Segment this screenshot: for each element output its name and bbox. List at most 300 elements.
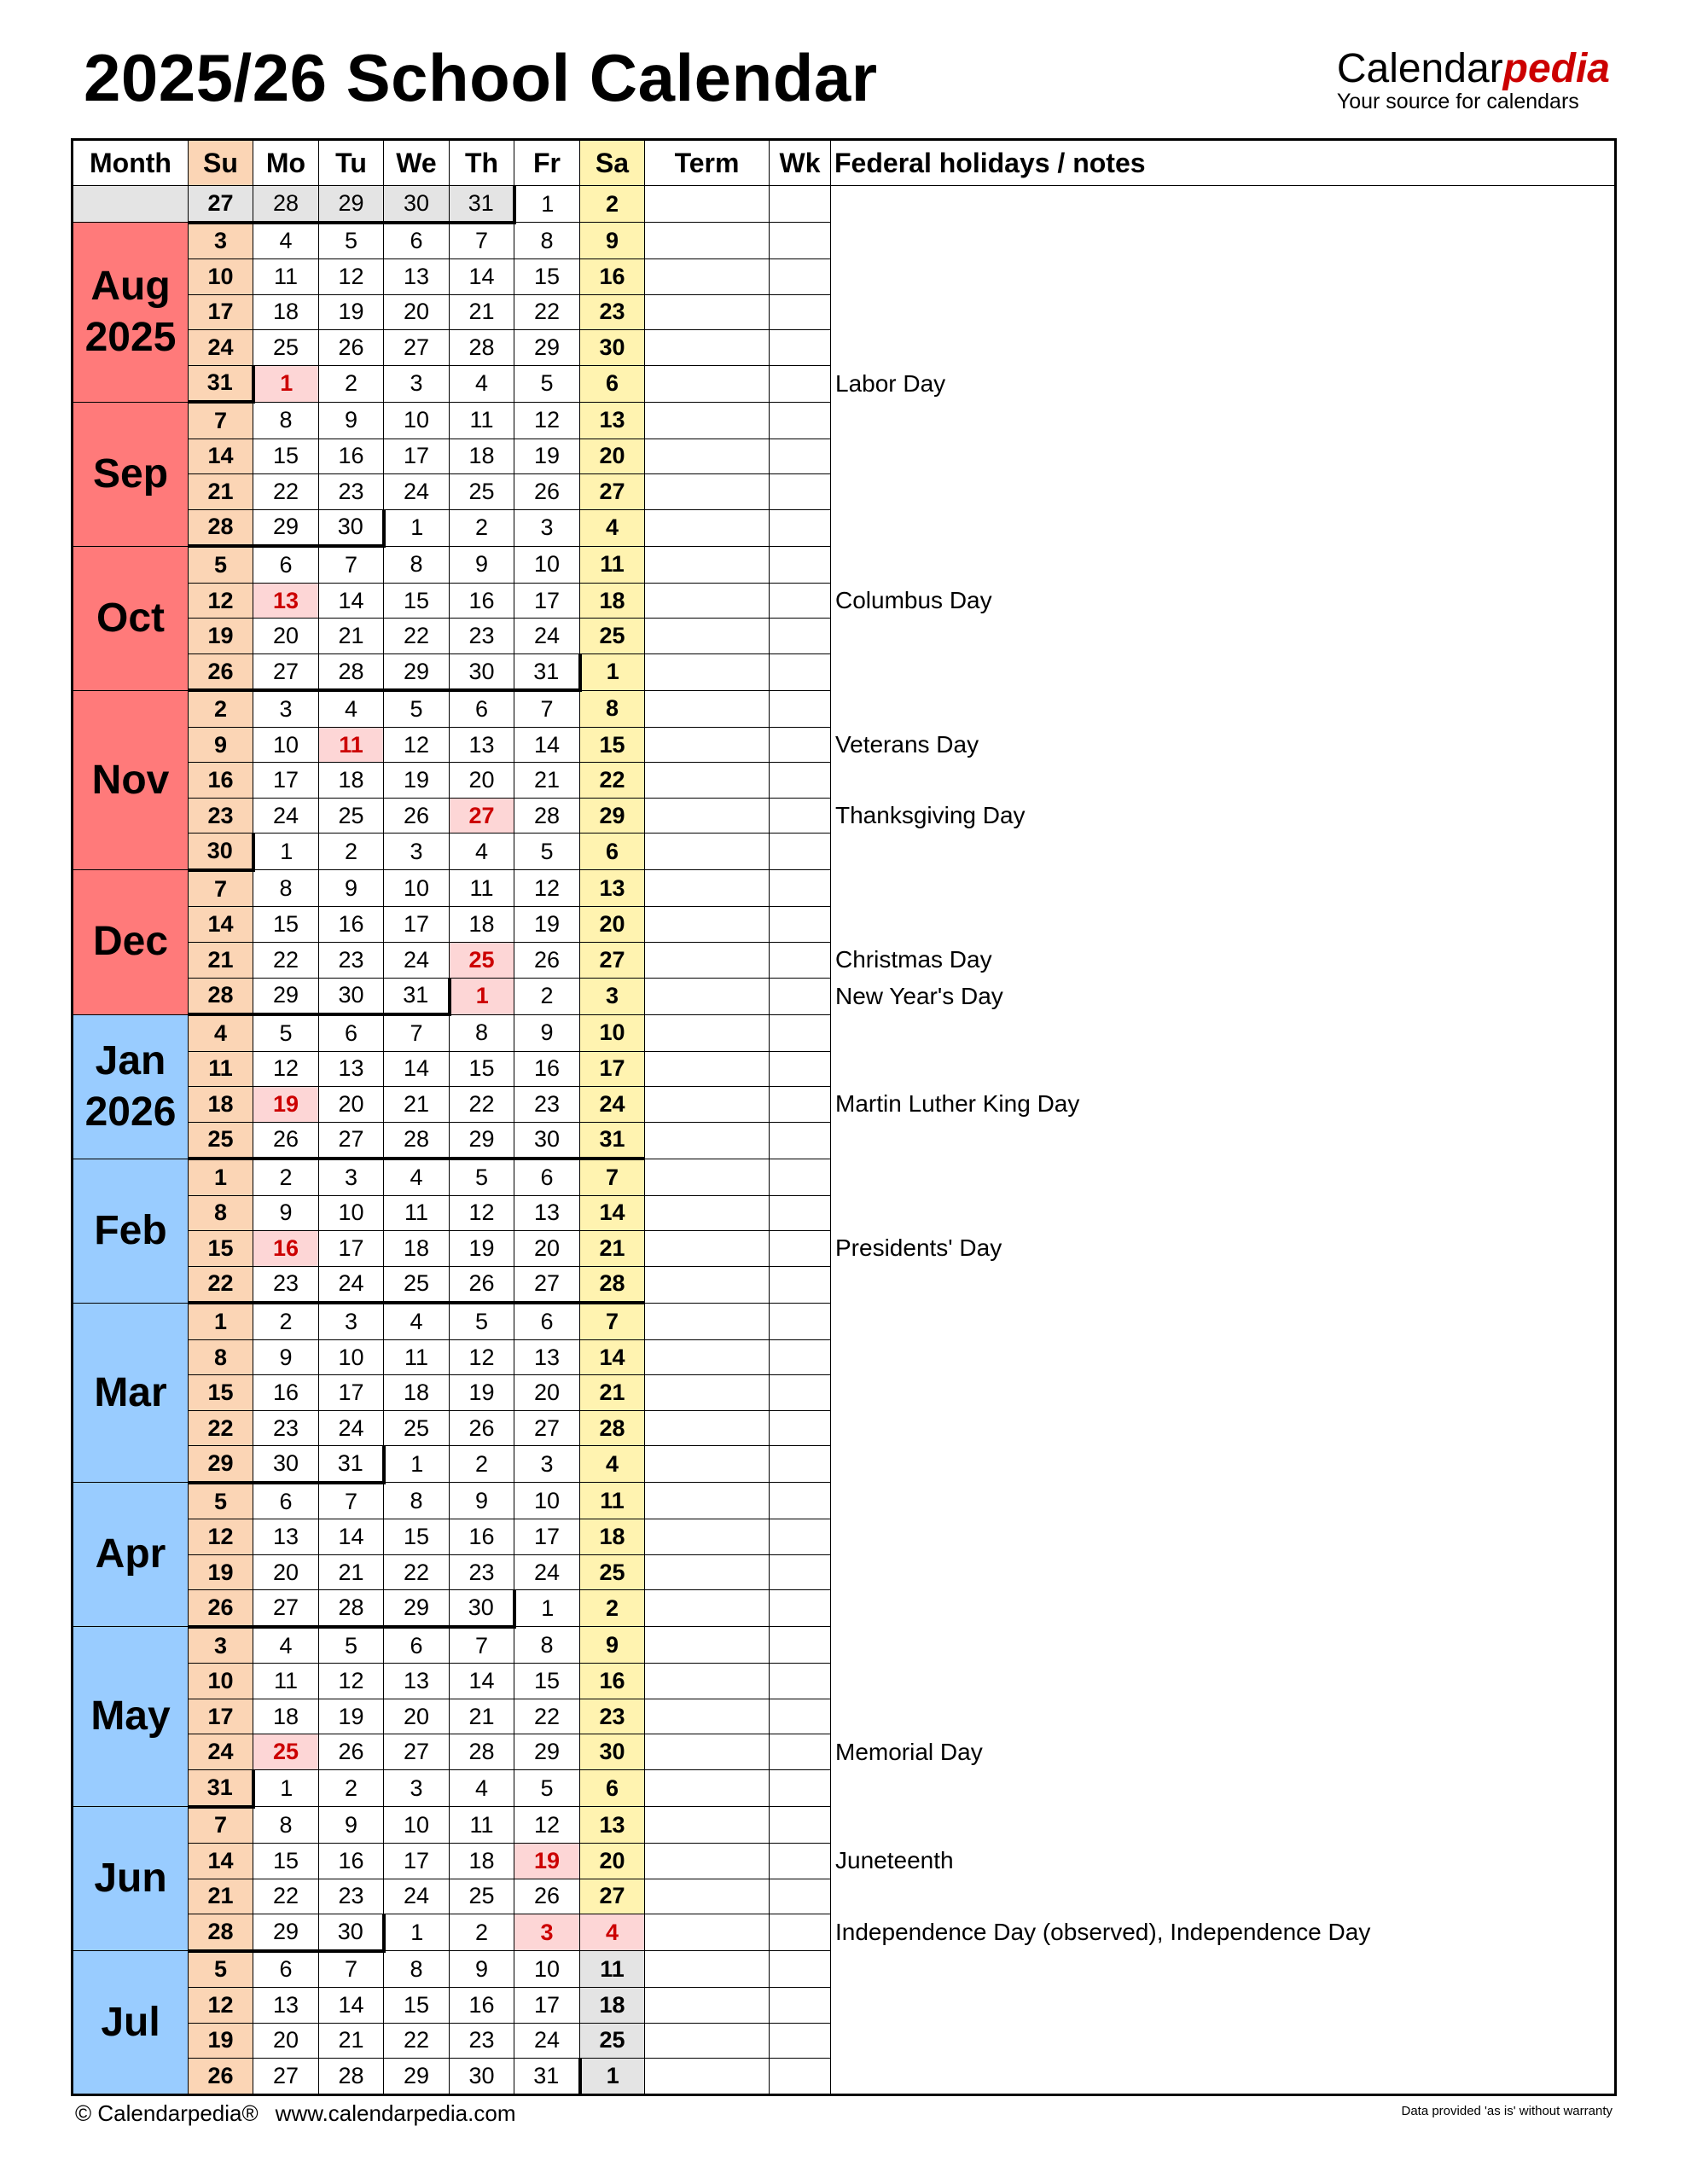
day-cell: 23 <box>514 1087 580 1123</box>
day-cell: 21 <box>580 1375 645 1411</box>
day-cell: 8 <box>189 1195 253 1231</box>
term-cell[interactable] <box>645 1807 770 1844</box>
week-number-cell[interactable] <box>770 978 831 1014</box>
header-day: Tu <box>319 140 384 186</box>
day-cell: 6 <box>514 1303 580 1339</box>
week-number-cell[interactable] <box>770 870 831 907</box>
term-cell[interactable] <box>645 1195 770 1231</box>
day-cell: 28 <box>580 1266 645 1303</box>
term-cell[interactable] <box>645 1590 770 1627</box>
day-cell: 18 <box>450 907 514 943</box>
term-cell[interactable] <box>645 1664 770 1699</box>
notes-cell <box>831 439 1616 474</box>
week-row <box>73 365 1616 402</box>
week-number-cell[interactable] <box>770 763 831 799</box>
notes-cell <box>831 1303 1616 1339</box>
brand-logo[interactable] <box>1337 48 1610 113</box>
day-cell: 5 <box>384 690 450 727</box>
notes-cell <box>831 186 1616 223</box>
term-cell[interactable] <box>645 1699 770 1734</box>
week-row <box>73 1627 1616 1664</box>
week-number-cell[interactable] <box>770 1590 831 1627</box>
day-cell: 16 <box>580 259 645 295</box>
week-row <box>73 978 1616 1014</box>
day-cell: 7 <box>580 1159 645 1195</box>
week-number-cell[interactable] <box>770 1303 831 1339</box>
term-cell[interactable] <box>645 1014 770 1051</box>
day-cell: 19 <box>319 294 384 330</box>
term-cell[interactable] <box>645 1087 770 1123</box>
day-cell: 25 <box>253 330 319 366</box>
day-cell: 5 <box>253 1014 319 1051</box>
week-number-cell[interactable] <box>770 690 831 727</box>
day-cell: 20 <box>580 439 645 474</box>
month-label: Jan 2026 <box>73 1014 189 1159</box>
day-cell: 20 <box>514 1375 580 1411</box>
day-cell: 9 <box>450 1951 514 1988</box>
week-number-cell[interactable] <box>770 1734 831 1770</box>
notes-cell <box>831 223 1616 259</box>
day-cell: 6 <box>384 223 450 259</box>
term-cell[interactable] <box>645 1627 770 1664</box>
day-cell: 14 <box>319 1519 384 1555</box>
day-cell: 22 <box>514 1699 580 1734</box>
day-cell: 14 <box>319 583 384 619</box>
term-cell[interactable] <box>645 653 770 690</box>
term-cell[interactable] <box>645 870 770 907</box>
holiday-day-cell: 19 <box>514 1844 580 1879</box>
day-cell: 2 <box>253 1303 319 1339</box>
week-number-cell[interactable] <box>770 223 831 259</box>
week-number-cell[interactable] <box>770 653 831 690</box>
day-cell: 3 <box>384 365 450 402</box>
week-number-cell[interactable] <box>770 1159 831 1195</box>
week-row <box>73 1195 1616 1231</box>
week-row <box>73 546 1616 583</box>
term-cell[interactable] <box>645 583 770 619</box>
day-cell: 23 <box>189 798 253 834</box>
week-row <box>73 186 1616 223</box>
week-row <box>73 1554 1616 1590</box>
day-cell: 19 <box>514 907 580 943</box>
term-cell[interactable] <box>645 763 770 799</box>
day-cell: 28 <box>384 1122 450 1159</box>
term-cell[interactable] <box>645 223 770 259</box>
day-cell: 20 <box>384 1699 450 1734</box>
day-cell: 29 <box>253 509 319 546</box>
week-number-cell[interactable] <box>770 1770 831 1807</box>
holiday-note: Thanksgiving Day <box>831 798 1616 834</box>
day-cell: 21 <box>384 1087 450 1123</box>
term-cell[interactable] <box>645 1410 770 1446</box>
week-number-cell[interactable] <box>770 546 831 583</box>
day-cell: 25 <box>580 619 645 654</box>
day-cell: 27 <box>253 653 319 690</box>
day-cell: 23 <box>319 474 384 510</box>
day-cell: 11 <box>384 1339 450 1375</box>
week-row <box>73 1914 1616 1951</box>
day-cell: 31 <box>580 1122 645 1159</box>
header-day: Th <box>450 140 514 186</box>
term-cell[interactable] <box>645 1770 770 1807</box>
day-cell: 20 <box>384 294 450 330</box>
term-cell[interactable] <box>645 727 770 763</box>
week-number-cell[interactable] <box>770 1087 831 1123</box>
day-cell: 10 <box>384 1807 450 1844</box>
day-cell: 12 <box>450 1195 514 1231</box>
term-cell[interactable] <box>645 259 770 295</box>
day-cell: 28 <box>319 2059 384 2095</box>
term-cell[interactable] <box>645 365 770 402</box>
day-cell: 23 <box>319 942 384 978</box>
day-cell: 24 <box>189 1734 253 1770</box>
term-cell[interactable] <box>645 1914 770 1951</box>
day-cell: 19 <box>514 439 580 474</box>
week-number-cell[interactable] <box>770 439 831 474</box>
day-cell: 4 <box>450 834 514 870</box>
term-cell[interactable] <box>645 619 770 654</box>
day-cell: 15 <box>253 907 319 943</box>
week-number-cell[interactable] <box>770 1699 831 1734</box>
day-cell: 3 <box>253 690 319 727</box>
week-number-cell[interactable] <box>770 474 831 510</box>
day-cell: 31 <box>189 365 253 402</box>
notes-cell <box>831 1770 1616 1807</box>
week-number-cell[interactable] <box>770 942 831 978</box>
day-cell: 22 <box>450 1087 514 1123</box>
day-cell: 26 <box>514 942 580 978</box>
term-cell[interactable] <box>645 1483 770 1519</box>
day-cell: 12 <box>319 259 384 295</box>
day-cell: 24 <box>384 1879 450 1914</box>
day-cell: 1 <box>514 1590 580 1627</box>
term-cell[interactable] <box>645 439 770 474</box>
week-number-cell[interactable] <box>770 294 831 330</box>
day-cell: 9 <box>319 870 384 907</box>
day-cell: 24 <box>514 1554 580 1590</box>
calendar-body <box>73 186 1616 2095</box>
week-row <box>73 619 1616 654</box>
week-number-cell[interactable] <box>770 330 831 366</box>
day-cell: 1 <box>580 653 645 690</box>
day-cell: 4 <box>580 509 645 546</box>
day-cell: 16 <box>319 439 384 474</box>
term-cell[interactable] <box>645 1266 770 1303</box>
holiday-note: Memorial Day <box>831 1734 1616 1770</box>
day-cell: 29 <box>514 1734 580 1770</box>
week-number-cell[interactable] <box>770 834 831 870</box>
term-cell[interactable] <box>645 1122 770 1159</box>
term-cell[interactable] <box>645 834 770 870</box>
day-cell: 10 <box>319 1195 384 1231</box>
day-cell: 4 <box>450 365 514 402</box>
term-cell[interactable] <box>645 1734 770 1770</box>
day-cell: 3 <box>384 834 450 870</box>
day-cell: 22 <box>384 1554 450 1590</box>
day-cell: 17 <box>514 583 580 619</box>
term-cell[interactable] <box>645 1988 770 2024</box>
notes-cell <box>831 870 1616 907</box>
day-cell: 10 <box>319 1339 384 1375</box>
day-cell: 2 <box>189 690 253 727</box>
holiday-day-cell: 25 <box>253 1734 319 1770</box>
term-cell[interactable] <box>645 690 770 727</box>
term-cell[interactable] <box>645 2059 770 2095</box>
term-cell[interactable] <box>645 1519 770 1555</box>
week-row <box>73 1807 1616 1844</box>
day-cell: 31 <box>189 1770 253 1807</box>
week-row <box>73 1266 1616 1303</box>
term-cell[interactable] <box>645 907 770 943</box>
week-number-cell[interactable] <box>770 1122 831 1159</box>
day-cell: 22 <box>189 1410 253 1446</box>
day-cell: 11 <box>384 1195 450 1231</box>
week-number-cell[interactable] <box>770 1014 831 1051</box>
week-number-cell[interactable] <box>770 1627 831 1664</box>
week-number-cell[interactable] <box>770 1051 831 1087</box>
day-cell: 23 <box>450 2023 514 2059</box>
day-cell: 7 <box>450 223 514 259</box>
day-cell: 18 <box>580 583 645 619</box>
day-cell: 14 <box>514 727 580 763</box>
week-number-cell[interactable] <box>770 186 831 223</box>
holiday-day-cell: 16 <box>253 1231 319 1267</box>
header-day: Mo <box>253 140 319 186</box>
week-number-cell[interactable] <box>770 2023 831 2059</box>
term-cell[interactable] <box>645 294 770 330</box>
week-number-cell[interactable] <box>770 1195 831 1231</box>
month-label: Jun <box>73 1807 189 1951</box>
day-cell: 10 <box>384 870 450 907</box>
day-cell: 8 <box>384 546 450 583</box>
week-row <box>73 1590 1616 1627</box>
holiday-note: Presidents' Day <box>831 1231 1616 1267</box>
day-cell: 2 <box>580 1590 645 1627</box>
term-cell[interactable] <box>645 2023 770 2059</box>
term-cell[interactable] <box>645 1231 770 1267</box>
day-cell: 27 <box>580 1879 645 1914</box>
day-cell: 13 <box>253 1988 319 2024</box>
month-label: Aug 2025 <box>73 223 189 403</box>
week-number-cell[interactable] <box>770 365 831 402</box>
day-cell: 10 <box>580 1014 645 1051</box>
week-row <box>73 1159 1616 1195</box>
day-cell: 14 <box>189 907 253 943</box>
day-cell: 1 <box>514 186 580 223</box>
day-cell: 29 <box>253 978 319 1014</box>
notes-cell <box>831 474 1616 510</box>
day-cell: 18 <box>253 294 319 330</box>
day-cell: 21 <box>319 2023 384 2059</box>
term-cell[interactable] <box>645 186 770 223</box>
week-row <box>73 1410 1616 1446</box>
term-cell[interactable] <box>645 1339 770 1375</box>
term-cell[interactable] <box>645 1554 770 1590</box>
week-number-cell[interactable] <box>770 1951 831 1988</box>
day-cell: 20 <box>253 619 319 654</box>
day-cell: 6 <box>384 1627 450 1664</box>
day-cell: 30 <box>450 1590 514 1627</box>
week-number-cell[interactable] <box>770 259 831 295</box>
day-cell: 28 <box>189 978 253 1014</box>
term-cell[interactable] <box>645 942 770 978</box>
footer-url[interactable]: www.calendarpedia.com <box>275 2100 516 2126</box>
day-cell: 20 <box>253 2023 319 2059</box>
week-number-cell[interactable] <box>770 1519 831 1555</box>
day-cell: 18 <box>580 1519 645 1555</box>
day-cell: 15 <box>384 1988 450 2024</box>
day-cell: 5 <box>450 1303 514 1339</box>
week-row <box>73 727 1616 763</box>
day-cell: 22 <box>189 1266 253 1303</box>
day-cell: 21 <box>514 763 580 799</box>
day-cell: 28 <box>319 1590 384 1627</box>
term-cell[interactable] <box>645 798 770 834</box>
day-cell: 21 <box>189 942 253 978</box>
month-label <box>73 186 189 223</box>
week-number-cell[interactable] <box>770 1879 831 1914</box>
week-number-cell[interactable] <box>770 727 831 763</box>
day-cell: 20 <box>450 763 514 799</box>
week-row <box>73 2059 1616 2095</box>
term-cell[interactable] <box>645 1375 770 1411</box>
week-number-cell[interactable] <box>770 1339 831 1375</box>
week-row <box>73 1122 1616 1159</box>
week-number-cell[interactable] <box>770 1375 831 1411</box>
day-cell: 16 <box>253 1375 319 1411</box>
day-cell: 15 <box>450 1051 514 1087</box>
week-number-cell[interactable] <box>770 1483 831 1519</box>
term-cell[interactable] <box>645 1844 770 1879</box>
week-number-cell[interactable] <box>770 1664 831 1699</box>
week-row <box>73 1879 1616 1914</box>
day-cell: 23 <box>450 1554 514 1590</box>
day-cell: 15 <box>189 1231 253 1267</box>
day-cell: 9 <box>450 546 514 583</box>
day-cell: 13 <box>514 1339 580 1375</box>
day-cell: 1 <box>189 1303 253 1339</box>
term-cell[interactable] <box>645 509 770 546</box>
day-cell: 28 <box>189 1914 253 1951</box>
term-cell[interactable] <box>645 978 770 1014</box>
day-cell: 6 <box>514 1159 580 1195</box>
holiday-note: Juneteenth <box>831 1844 1616 1879</box>
term-cell[interactable] <box>645 474 770 510</box>
notes-cell <box>831 1699 1616 1734</box>
day-cell: 22 <box>253 1879 319 1914</box>
day-cell: 4 <box>450 1770 514 1807</box>
day-cell: 29 <box>189 1446 253 1483</box>
week-number-cell[interactable] <box>770 798 831 834</box>
day-cell: 8 <box>189 1339 253 1375</box>
week-number-cell[interactable] <box>770 1807 831 1844</box>
term-cell[interactable] <box>645 1879 770 1914</box>
day-cell: 10 <box>514 1483 580 1519</box>
day-cell: 6 <box>253 1483 319 1519</box>
term-cell[interactable] <box>645 1303 770 1339</box>
week-number-cell[interactable] <box>770 509 831 546</box>
day-cell: 14 <box>189 1844 253 1879</box>
week-number-cell[interactable] <box>770 2059 831 2095</box>
term-cell[interactable] <box>645 546 770 583</box>
week-number-cell[interactable] <box>770 1410 831 1446</box>
term-cell[interactable] <box>645 1159 770 1195</box>
day-cell: 30 <box>450 653 514 690</box>
week-number-cell[interactable] <box>770 1446 831 1483</box>
day-cell: 15 <box>384 1519 450 1555</box>
week-number-cell[interactable] <box>770 619 831 654</box>
day-cell: 27 <box>253 1590 319 1627</box>
day-cell: 4 <box>253 1627 319 1664</box>
day-cell: 20 <box>580 1844 645 1879</box>
day-cell: 8 <box>253 402 319 439</box>
term-cell[interactable] <box>645 402 770 439</box>
day-cell: 22 <box>253 942 319 978</box>
notes-cell <box>831 1879 1616 1914</box>
holiday-day-cell: 4 <box>580 1914 645 1951</box>
week-row <box>73 1375 1616 1411</box>
week-number-cell[interactable] <box>770 1231 831 1267</box>
day-cell: 23 <box>580 294 645 330</box>
day-cell: 21 <box>580 1231 645 1267</box>
holiday-note: New Year's Day <box>831 978 1616 1014</box>
day-cell: 29 <box>253 1914 319 1951</box>
day-cell: 11 <box>580 1951 645 1988</box>
term-cell[interactable] <box>645 330 770 366</box>
notes-cell <box>831 1988 1616 2024</box>
term-cell[interactable] <box>645 1051 770 1087</box>
week-row <box>73 2023 1616 2059</box>
day-cell: 7 <box>580 1303 645 1339</box>
day-cell: 19 <box>384 763 450 799</box>
day-cell: 19 <box>319 1699 384 1734</box>
day-cell: 14 <box>450 259 514 295</box>
week-number-cell[interactable] <box>770 1554 831 1590</box>
day-cell: 26 <box>514 1879 580 1914</box>
header-row <box>73 140 1616 186</box>
day-cell: 29 <box>514 330 580 366</box>
day-cell: 16 <box>189 763 253 799</box>
day-cell: 17 <box>189 1699 253 1734</box>
day-cell: 2 <box>319 834 384 870</box>
week-number-cell[interactable] <box>770 1914 831 1951</box>
week-number-cell[interactable] <box>770 907 831 943</box>
day-cell: 28 <box>450 330 514 366</box>
day-cell: 17 <box>253 763 319 799</box>
week-number-cell[interactable] <box>770 1988 831 2024</box>
week-number-cell[interactable] <box>770 402 831 439</box>
notes-cell <box>831 1590 1616 1627</box>
day-cell: 14 <box>580 1195 645 1231</box>
day-cell: 2 <box>450 509 514 546</box>
day-cell: 1 <box>189 1159 253 1195</box>
day-cell: 15 <box>384 583 450 619</box>
day-cell: 26 <box>319 330 384 366</box>
week-number-cell[interactable] <box>770 1266 831 1303</box>
day-cell: 12 <box>514 402 580 439</box>
week-number-cell[interactable] <box>770 1844 831 1879</box>
notes-cell <box>831 330 1616 366</box>
term-cell[interactable] <box>645 1951 770 1988</box>
day-cell: 30 <box>319 978 384 1014</box>
week-number-cell[interactable] <box>770 583 831 619</box>
day-cell: 1 <box>384 1446 450 1483</box>
term-cell[interactable] <box>645 1446 770 1483</box>
holiday-day-cell: 11 <box>319 727 384 763</box>
notes-cell <box>831 1339 1616 1375</box>
day-cell: 20 <box>580 907 645 943</box>
day-cell: 1 <box>384 1914 450 1951</box>
